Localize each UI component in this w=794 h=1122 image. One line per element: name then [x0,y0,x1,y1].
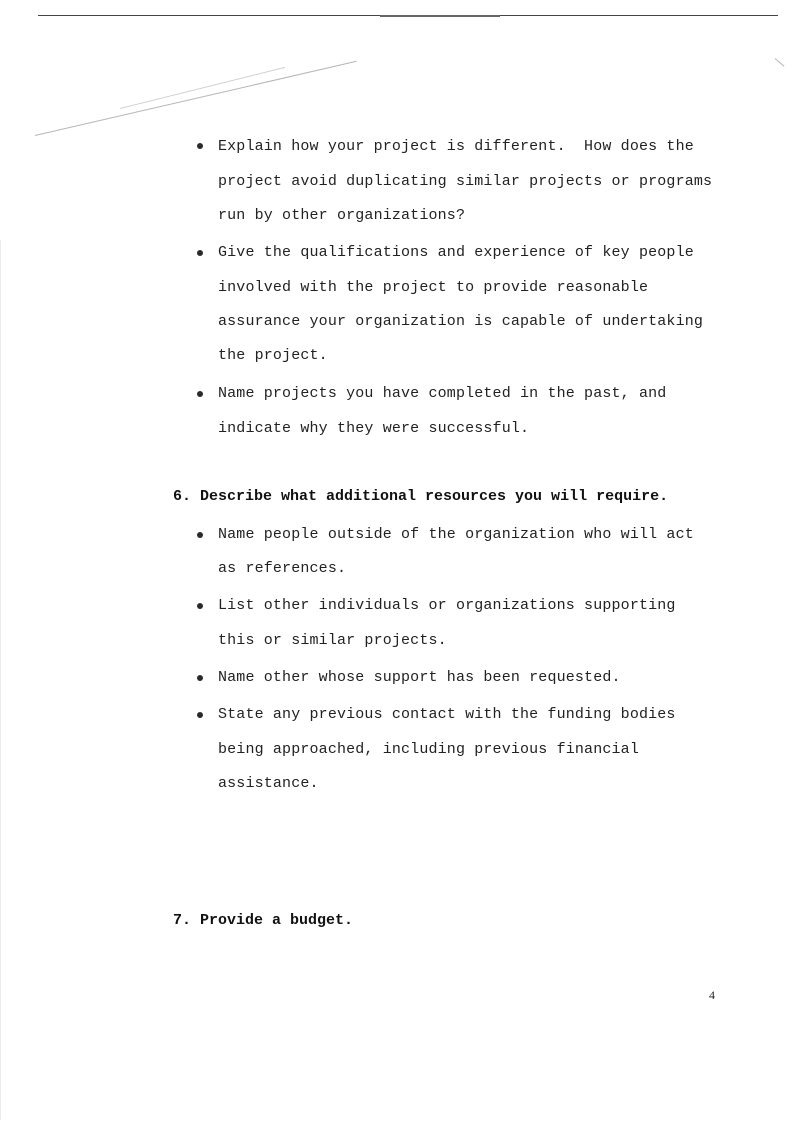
bullet-dot [197,143,203,149]
bullet-text-line: Name people outside of the organization who will act [218,526,694,543]
bullet-text-line: List other individuals or organizations supporting [218,597,676,614]
section-6-heading: 6. Describe what additional resources you will require. [173,488,669,505]
bullet-dot [197,712,203,718]
bullet-text-line: Explain how your project is different. How does the [218,138,694,155]
page-edge [0,240,1,1120]
bullet-text-line: Give the qualifications and experience of key people [218,244,694,261]
scan-top-rule-dark [380,15,500,17]
bullet-text-line: involved with the project to provide reasonable [218,279,649,296]
bullet-text-line: State any previous contact with the funding bodies [218,706,676,723]
bullet-text-line: as references. [218,560,347,577]
scan-smudge [120,67,285,109]
bullet-text-line: Name projects you have completed in the past, and [218,385,667,402]
bullet-dot [197,532,203,538]
bullet-dot [197,250,203,256]
scan-smudge [35,61,357,136]
bullet-text-line: run by other organizations? [218,207,466,224]
bullet-text-line: the project. [218,347,328,364]
bullet-text-line: Name other whose support has been requested. [218,669,621,686]
bullet-dot [197,603,203,609]
bullet-text-line: this or similar projects. [218,632,447,649]
bullet-text-line: being approached, including previous financial [218,741,639,758]
bullet-dot [197,391,203,397]
bullet-text-line: assistance. [218,775,319,792]
bullet-text-line: project avoid duplicating similar projects or programs [218,173,713,190]
page-number: 4 [709,988,715,1002]
scan-smudge [775,58,785,66]
bullet-text-line: indicate why they were successful. [218,420,530,437]
section-7-heading: 7. Provide a budget. [173,912,354,929]
bullet-dot [197,675,203,681]
bullet-text-line: assurance your organization is capable of undertaking [218,313,704,330]
